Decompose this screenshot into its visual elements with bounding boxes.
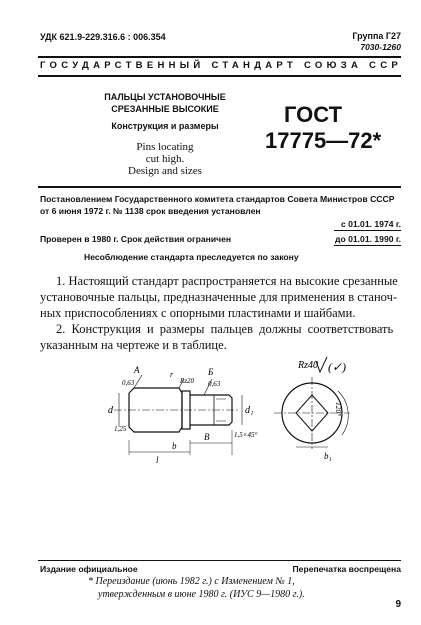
reissue-note-line2: утвержденным в июне 1980 г. (ИУС 9—1980 г.). bbox=[98, 589, 305, 600]
title-ru-line1: ПАЛЬЦЫ УСТАНОВОЧНЫЕ bbox=[104, 92, 226, 102]
label-b1: b₁ bbox=[324, 451, 332, 461]
header-rule-bottom bbox=[38, 75, 401, 77]
label-d: d bbox=[108, 405, 113, 416]
label-ra: 1,25 bbox=[114, 425, 127, 433]
udk-code: УДК 621.9-229.316.6 : 006.354 bbox=[40, 32, 166, 42]
paragraph-2-line1: 2. Конструкция и размеры пальцев должны соответствовать bbox=[56, 322, 394, 336]
label-chamfer: 1,5×45° bbox=[234, 431, 258, 439]
footer-rule bbox=[38, 560, 401, 561]
label-b-view: B bbox=[204, 432, 210, 442]
checked-note: Проверен в 1980 г. Срок действия ограничен bbox=[40, 234, 232, 244]
pin-side-view bbox=[114, 375, 242, 455]
state-standard-title: ГОСУДАРСТВЕННЫЙ СТАНДАРТ СОЮЗА ССР bbox=[40, 60, 403, 71]
date-from-underline bbox=[334, 230, 401, 231]
date-to-underline bbox=[334, 245, 401, 246]
paragraph-1-line1: 1. Настоящий стандарт распространяется на высокие срезанные bbox=[56, 274, 398, 288]
label-a: A bbox=[134, 365, 140, 375]
date-from: с 01.01. 1974 г. bbox=[340, 219, 401, 229]
label-b-cap: Б bbox=[208, 367, 214, 377]
header-rule-top bbox=[38, 56, 401, 58]
page-number: 9 bbox=[395, 599, 401, 610]
title-en-line2: cut high. bbox=[145, 153, 185, 165]
label-tolerance-2: 0,63 bbox=[208, 380, 221, 388]
label-rz20: Rz20 bbox=[180, 377, 194, 385]
paragraph-2-line2: указанным на чертеже и в таблице. bbox=[40, 338, 227, 352]
label-l: l bbox=[156, 455, 159, 465]
title-rule bbox=[38, 186, 401, 188]
label-b-small: b bbox=[172, 441, 177, 451]
classification-code: 7030-1260 bbox=[360, 42, 401, 52]
title-ru-line2: СРЕЗАННЫЕ ВЫСОКИЕ bbox=[111, 104, 219, 114]
title-en-line1: Pins locating bbox=[136, 141, 194, 153]
decree-line1: Постановлением Государственного комитета стандартов Совета Министров СССР bbox=[40, 194, 395, 204]
decree-line2: от 6 июня 1972 г. № 1138 срок введения установлен bbox=[40, 206, 261, 216]
roughness-mark: (✓) bbox=[328, 360, 347, 374]
title-en-line3: Design and sizes bbox=[128, 165, 202, 177]
date-to: до 01.01. 1990 г. bbox=[335, 234, 401, 244]
label-r: r bbox=[170, 370, 174, 379]
paragraph-1-line3: ных приспособлениях с опорными пластинами и шайбами. bbox=[40, 306, 356, 320]
roughness-symbol bbox=[297, 357, 346, 374]
roughness-value: Rz40 bbox=[298, 360, 318, 371]
gost-number: 17775—72* bbox=[265, 128, 382, 153]
gost-label: ГОСТ bbox=[284, 102, 343, 127]
enforcement-note: Несоблюдение стандарта преследуется по закону bbox=[84, 252, 299, 262]
label-tolerance-1: 0,63 bbox=[122, 379, 135, 387]
label-angle: 120° bbox=[334, 402, 343, 417]
paragraph-1-line2: установочные пальцы, предназначенные для применения в станоч- bbox=[40, 290, 398, 304]
official-edition: Издание официальное bbox=[40, 564, 138, 574]
pin-technical-drawing bbox=[84, 355, 384, 465]
reprint-prohibited: Перепечатка воспрещена bbox=[292, 564, 401, 574]
label-d1: d₁ bbox=[245, 405, 254, 416]
group-label: Группа Г27 bbox=[352, 31, 401, 41]
reissue-note-line1: * Переиздание (июнь 1982 г.) с Изменением № 1, bbox=[88, 576, 295, 587]
title-ru-subtitle: Конструкция и размеры bbox=[111, 121, 219, 131]
